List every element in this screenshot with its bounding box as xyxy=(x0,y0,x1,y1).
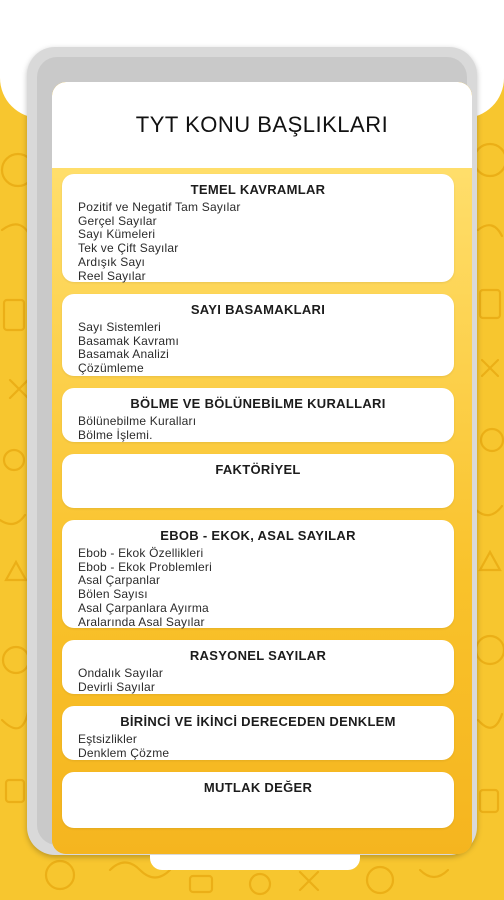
subtopic-item: Ardışık Sayı xyxy=(78,254,146,269)
page-title: TYT KONU BAŞLIKLARI xyxy=(135,112,389,137)
subtopic-item: Asal Çarpanlar xyxy=(78,573,161,588)
topic-card-faktoriyel[interactable] xyxy=(62,454,454,508)
subtopic-item: Bölünebilme Kuralları xyxy=(78,414,197,428)
subtopic-item: Bölme İşlemi. xyxy=(78,427,153,442)
tablet-frame xyxy=(27,47,477,855)
subtopic-item: Aralarında Asal Sayılar xyxy=(78,614,205,629)
subtopic-item: Pozitif ve Negatif Tam Sayılar xyxy=(78,200,241,214)
subtopic-item: Denklem Çözme xyxy=(78,745,170,760)
page-header xyxy=(52,82,472,168)
subtopic-item: Ebob - Ekok Özellikleri xyxy=(78,546,204,560)
topic-subitems xyxy=(62,547,454,629)
subtopic-item: Çözümleme xyxy=(78,361,144,376)
topic-card-title: EBOB - EKOK, ASAL SAYILAR xyxy=(160,528,356,543)
subtopic-item: Ondalık Sayılar xyxy=(78,666,164,680)
subtopic-item: Gerçel Sayılar xyxy=(78,213,157,228)
subtopic-item: Eştsizlikler xyxy=(78,732,138,746)
topic-card-rasyonel-sayilar[interactable] xyxy=(62,640,454,694)
topic-card-title: BÖLME VE BÖLÜNEBİLME KURALLARI xyxy=(130,396,386,411)
topic-card-title: SAYI BASAMAKLARI xyxy=(190,302,326,317)
subtopic-item: Devirli Sayılar xyxy=(78,679,156,694)
subtopic-item: Basamak Kavramı xyxy=(78,333,180,348)
subtopic-item: Reel Sayılar xyxy=(78,268,146,283)
topic-card-sayi-basamaklari[interactable] xyxy=(62,294,454,376)
topic-card-bolme-bolunebilme[interactable] xyxy=(62,388,454,442)
subtopic-item: Bölen Sayısı xyxy=(78,587,148,602)
topic-card-temel-kavramlar[interactable] xyxy=(62,174,454,282)
topic-card-title: RASYONEL SAYILAR xyxy=(189,648,327,663)
subtopic-item: Basamak Analizi xyxy=(78,347,170,362)
topic-subitems xyxy=(62,321,454,376)
topic-list xyxy=(52,168,472,854)
topic-card-title: TEMEL KAVRAMLAR xyxy=(190,182,326,197)
topic-card-denklem[interactable] xyxy=(62,706,454,760)
topic-subitems xyxy=(62,201,454,283)
bottom-home-bar xyxy=(150,855,360,870)
topic-card-title: MUTLAK DEĞER xyxy=(203,780,313,795)
topic-subitems xyxy=(62,667,454,694)
topic-card-mutlak-deger[interactable] xyxy=(62,772,454,828)
topic-card-title: FAKTÖRİYEL xyxy=(215,462,301,477)
subtopic-item: Sayı Kümeleri xyxy=(78,227,156,242)
subtopic-item: Asal Çarpanlara Ayırma xyxy=(78,600,209,615)
tablet-screen xyxy=(52,82,472,854)
subtopic-item: Sayı Sistemleri xyxy=(78,320,162,334)
subtopic-item: Ebob - Ekok Problemleri xyxy=(78,559,212,574)
topic-subitems xyxy=(62,415,454,442)
topic-subitems xyxy=(62,733,454,760)
topic-card-ebob-ekok[interactable] xyxy=(62,520,454,628)
topic-card-title: BİRİNCİ VE İKİNCİ DERECEDEN DENKLEM xyxy=(120,714,396,729)
subtopic-item: Tek ve Çift Sayılar xyxy=(78,241,179,256)
tablet-bezel xyxy=(37,57,467,845)
